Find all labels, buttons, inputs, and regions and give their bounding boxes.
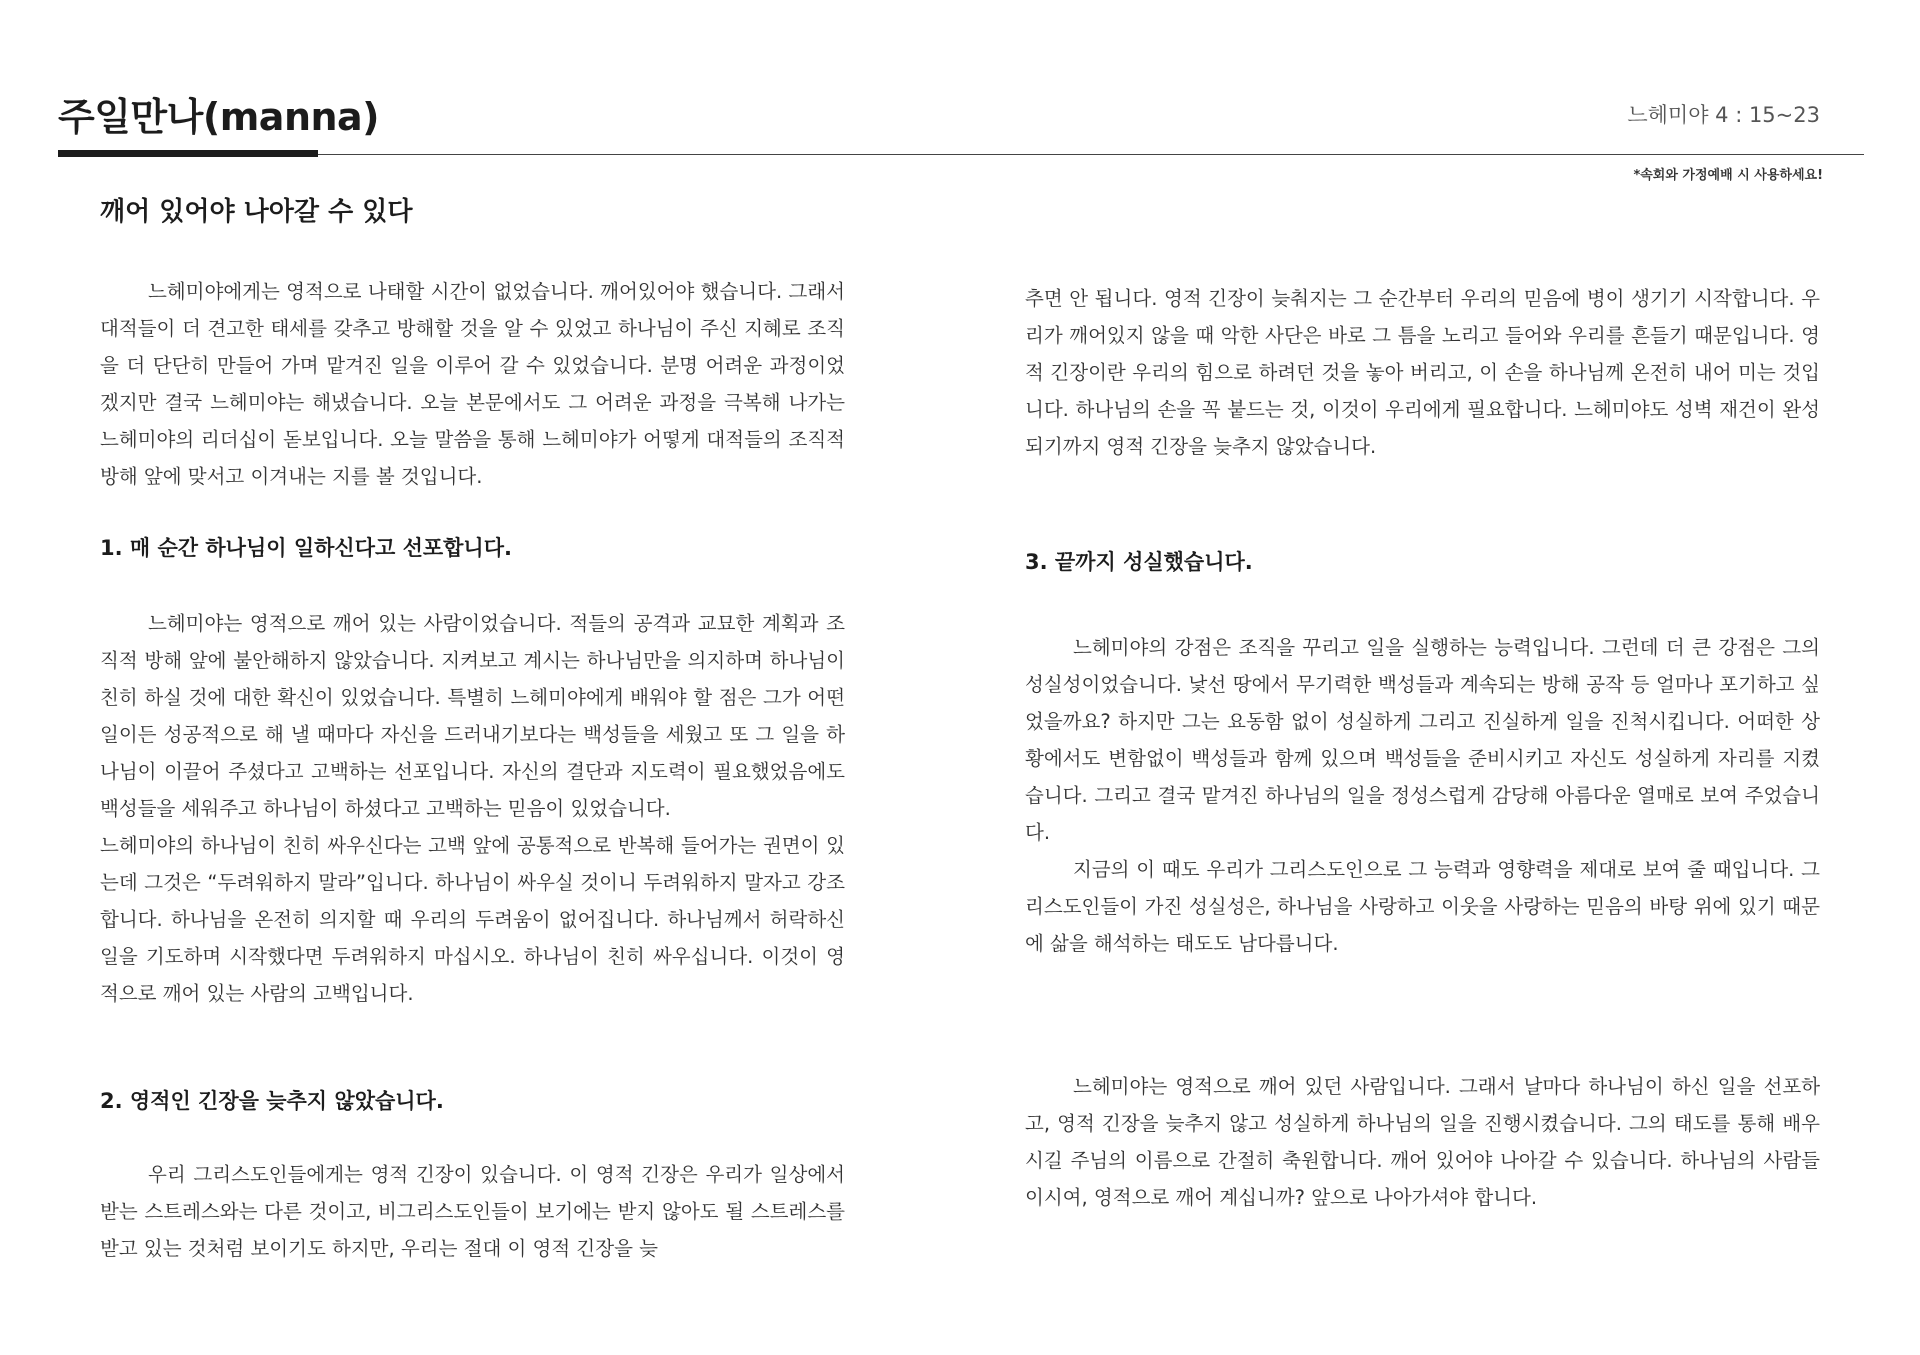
usage-note: *속회와 가정예배 시 사용하세요! [1633, 168, 1823, 183]
section-3-paragraph-2: 지금의 이 때도 우리가 그리스도인으로 그 능력과 영향력을 제대로 보여 줄 때입니다. 그리스도인들이 가진 성실성은, 하나님을 사랑하고 이웃을 사랑하는 믿음의 바탕 위에 있기 때문에 삶을 해석하는 태도도 남다릅니다. [1025, 858, 1820, 955]
intro-paragraph: 느헤미야에게는 영적으로 나태할 시간이 없었습니다. 깨어있어야 했습니다. 그래서 대적들이 더 견고한 태세를 갖추고 방해할 것을 알 수 있었고 하나님이 주신 지혜로 조직을 더 단단히 만들어 가며 맡겨진 일을 이루어 갈 수 있었습니다. 분명 어려운 과정이었겠지만 결국 느헤미야는 해냈습니다. 오늘 본문에서도 그 어려운 과정을 극복해 나가는 느헤미야의 리더십이 돋보입니다. 오늘 말씀을 통해 느헤미야가 어떻게 대적들의 조직적 방해 앞에 맞서고 이겨내는 지를 볼 것입니다. [100, 280, 845, 488]
conclusion-block [1025, 1068, 1820, 1216]
section-1-block [100, 605, 845, 1012]
section-heading-1: 1. 매 순간 하나님이 일하신다고 선포합니다. [100, 536, 512, 560]
section-3-block [1025, 629, 1820, 962]
section-2-paragraph-1: 우리 그리스도인들에게는 영적 긴장이 있습니다. 이 영적 긴장은 우리가 일상에서 받는 스트레스와는 다른 것이고, 비그리스도인들이 보기에는 받지 않아도 될 스트레스를 받고 있는 것처럼 보이기도 하지만, 우리는 절대 이 영적 긴장을 늦 [100, 1163, 845, 1260]
intro-block [100, 273, 845, 495]
section-3-paragraph-1: 느헤미야의 강점은 조직을 꾸리고 일을 실행하는 능력입니다. 그런데 더 큰 강점은 그의 성실성이었습니다. 낯선 땅에서 무기력한 백성들과 계속되는 방해 공작 등 얼마나 포기하고 싶었을까요? 하지만 그는 요동함 없이 성실하게 그리고 진실하게 일을 진척시킵니다. 어떠한 상황에서도 변함없이 백성들과 함께 있으며 백성들을 준비시키고 자신도 성실하게 자리를 지켰습니다. 그리고 결국 맡겨진 하나님의 일을 정성스럽게 감당해 아름다운 열매로 보여 주었습니다. [1025, 636, 1820, 844]
section-heading-3: 3. 끝까지 성실했습니다. [1025, 550, 1253, 574]
section-1-paragraph-1: 느헤미야는 영적으로 깨어 있는 사람이었습니다. 적들의 공격과 교묘한 계획과 조직적 방해 앞에 불안해하지 않았습니다. 지켜보고 계시는 하나님만을 의지하며 하나님이 친히 하실 것에 대한 확신이 있었습니다. 특별히 느헤미야에게 배워야 할 점은 그가 어떤 일이든 성공적으로 해 낼 때마다 자신을 드러내기보다는 백성들을 세웠고 또 그 일을 하나님이 이끌어 주셨다고 고백하는 선포입니다. 자신의 결단과 지도력이 필요했었음에도 백성들을 세워주고 하나님이 하셨다고 고백하는 믿음이 있었습니다. [100, 612, 845, 820]
conclusion-paragraph: 느헤미야는 영적으로 깨어 있던 사람입니다. 그래서 날마다 하나님이 하신 일을 선포하고, 영적 긴장을 늦추지 않고 성실하게 하나님의 일을 진행시켰습니다. 그의 태도를 통해 배우시길 주님의 이름으로 간절히 축원합니다. 깨어 있어야 나아갈 수 있습니다. 하나님의 사람들이시여, 영적으로 깨어 계십니까? 앞으로 나아가셔야 합니다. [1025, 1075, 1820, 1209]
section-1-paragraph-2: 느헤미야의 하나님이 친히 싸우신다는 고백 앞에 공통적으로 반복해 들어가는 권면이 있는데 그것은 “두려워하지 말라”입니다. 하나님이 싸우실 것이니 두려워하지 말자고 강조합니다. 하나님을 온전히 의지할 때 우리의 두려움이 없어집니다. 하나님께서 허락하신 일을 기도하며 시작했다면 두려워하지 마십시오. 하나님이 친히 싸우십니다. 이것이 영적으로 깨어 있는 사람의 고백입니다. [100, 834, 845, 1005]
title-underline [58, 150, 318, 157]
section-heading-2: 2. 영적인 긴장을 늦추지 않았습니다. [100, 1089, 444, 1113]
sermon-title: 깨어 있어야 나아갈 수 있다 [100, 197, 413, 227]
section-2-block [100, 1156, 845, 1267]
scripture-reference: 느헤미야 4 : 15~23 [1627, 103, 1820, 127]
header-divider [58, 154, 1864, 155]
section-2-continued-paragraph: 추면 안 됩니다. 영적 긴장이 늦춰지는 그 순간부터 우리의 믿음에 병이 생기기 시작합니다. 우리가 깨어있지 않을 때 악한 사단은 바로 그 틈을 노리고 들어와 우리를 흔들기 때문입니다. 영적 긴장이란 우리의 힘으로 하려던 것을 놓아 버리고, 이 손을 하나님께 온전히 내어 미는 것입니다. 하나님의 손을 꼭 붙드는 것, 이것이 우리에게 필요합니다. 느헤미야도 성벽 재건이 완성되기까지 영적 긴장을 늦추지 않았습니다. [1025, 287, 1820, 458]
continued-block [1025, 280, 1820, 465]
page-title: 주일만나(manna) [58, 95, 380, 139]
